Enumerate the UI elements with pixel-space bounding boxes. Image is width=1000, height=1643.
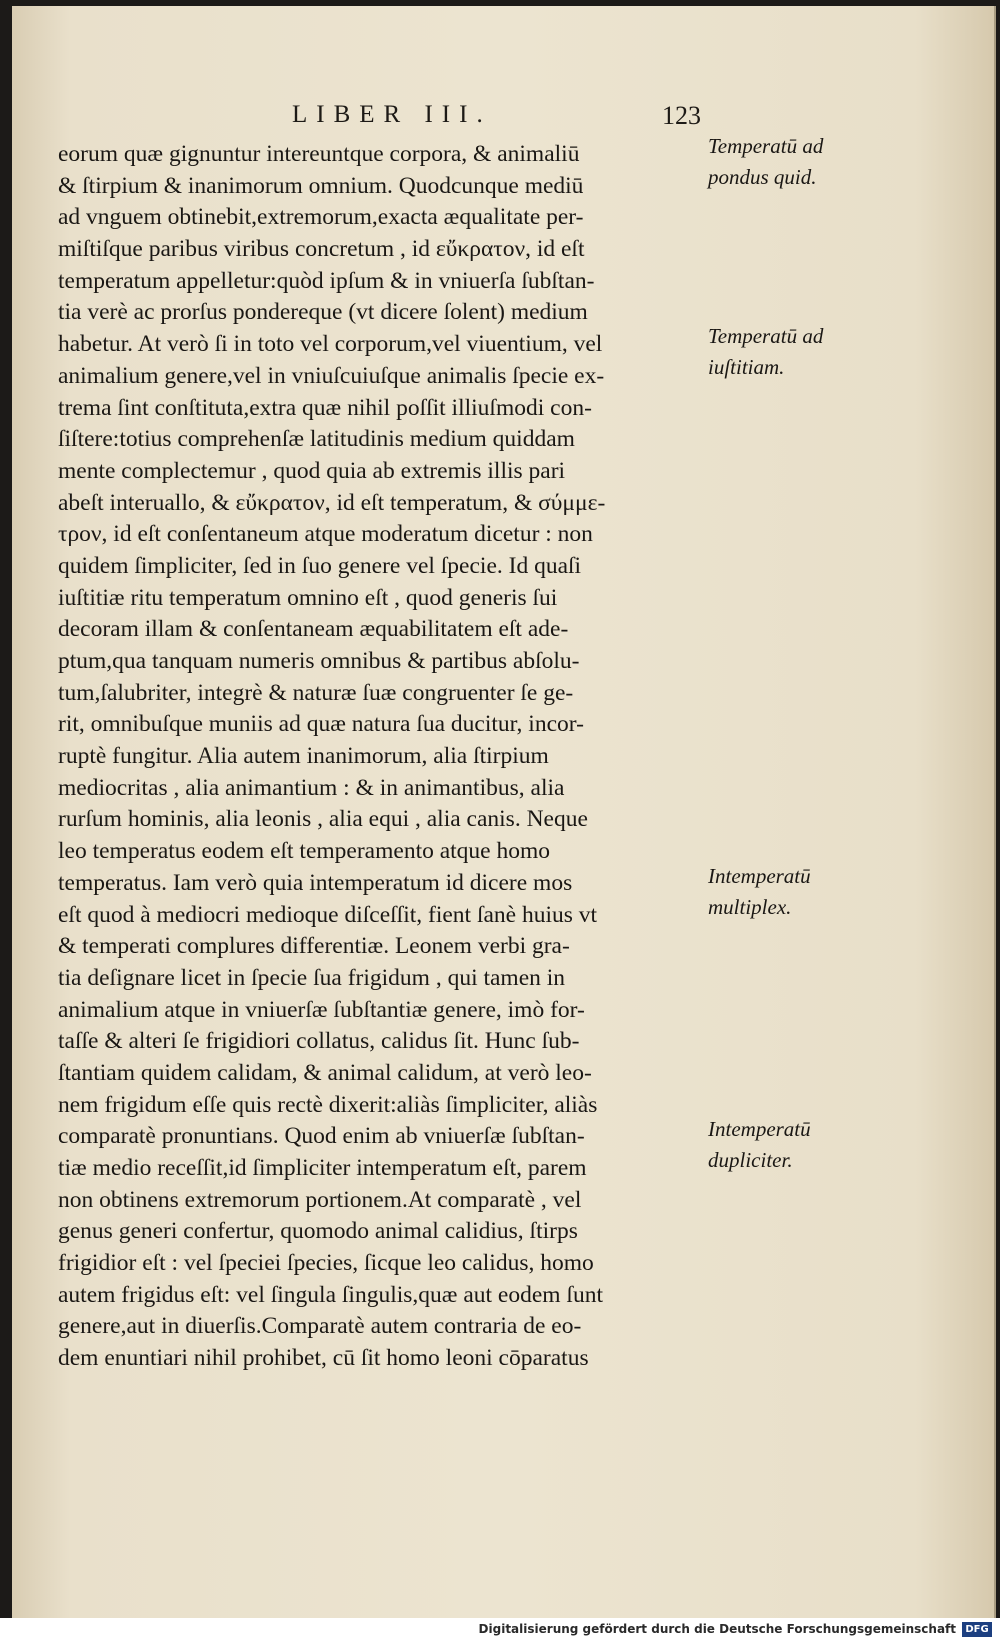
text-line: τρον, id eſt conſentaneum atque moderatum dicetur : non [58, 521, 593, 548]
text-line: taſſe & alteri ſe frigidiori collatus, calidus ſit. Hunc ſub- [58, 1028, 580, 1055]
funding-credit: Digitalisierung gefördert durch die Deutsche Forschungsgemeinschaft [478, 1622, 956, 1636]
text-line: habetur. At verò ſi in toto vel corporum,vel viuentium, vel [58, 331, 603, 358]
text-line: rurſum hominis, alia leonis , alia equi , alia canis. Neque [58, 806, 588, 833]
margin-note-line: Temperatū ad [708, 324, 824, 348]
text-line: eſt quod à mediocri medioque diſceſſit, fient ſanè huius vt [58, 901, 598, 928]
text-line: ſiſtere:totius comprehenſæ latitudinis medium quiddam [58, 426, 575, 453]
margin-note-line: Intemperatū [708, 1117, 811, 1141]
dfg-logo: DFG [962, 1622, 992, 1637]
text-line: non obtinens extremorum portionem.At comparatè , vel [58, 1186, 582, 1213]
text-line: ptum,qua tanquam numeris omnibus & partibus abſolu- [58, 648, 580, 674]
main-text-block [58, 139, 718, 1375]
page-number: 123 [662, 101, 701, 130]
margin-note-line: dupliciter. [708, 1148, 793, 1172]
text-line: quidem ſimpliciter, ſed in ſuo genere vel ſpecie. Id quaſi [58, 552, 582, 579]
text-line: dem enuntiari nihil prohibet, cū ſit homo leoni cōparatus [58, 1345, 589, 1372]
text-line: tum,ſalubriter, integrè & naturæ ſuæ congruenter ſe ge- [58, 679, 574, 706]
running-head: LIBER III. [292, 101, 492, 128]
page-header [12, 101, 994, 135]
text-line: frigidior eſt : vel ſpeciei ſpecies, ſicque leo calidus, homo [58, 1250, 594, 1277]
margin-note-temperatum-pondus [708, 131, 948, 193]
text-line: & ſtirpium & inanimorum omnium. Quodcunque mediū [58, 172, 584, 199]
text-line: comparatè pronuntians. Quod enim ab vniuerſæ ſubſtan- [58, 1123, 585, 1150]
text-line: eorum quæ gignuntur intereuntque corpora, & animaliū [58, 141, 580, 167]
book-page [12, 6, 996, 1618]
text-line: mediocritas , alia animantium : & in animantibus, alia [58, 774, 565, 801]
text-line: tia verè ac prorſus pondereque (vt dicere ſolent) medium [58, 299, 588, 326]
text-line: trema ſint conſtituta,extra quæ nihil poſſit illiuſmodi con- [58, 394, 592, 421]
text-line: abeſt interuallo, & εὔκρατον, id eſt temperatum, & σύμμε- [58, 489, 606, 516]
text-line: animalium atque in vniuerſæ ſubſtantiæ genere, imò for- [58, 996, 585, 1023]
text-line: tia deſignare licet in ſpecie ſua frigidum , qui tamen in [58, 964, 566, 991]
text-line: genere,aut in diuerſis.Comparatè autem contraria de eo- [58, 1313, 582, 1340]
text-line: leo temperatus eodem eſt temperamento atque homo [58, 838, 551, 865]
text-line: temperatum appelletur:quòd ipſum & in vniuerſa ſubſtan- [58, 267, 595, 294]
text-line: iuſtitiæ ritu temperatum omnino eſt , quod generis ſui [58, 584, 558, 611]
text-line: ad vnguem obtinebit,extremorum,exacta æqualitate per- [58, 204, 584, 231]
margin-note-intemperatum-dupliciter [708, 1114, 948, 1176]
digitization-footer [0, 1618, 1000, 1643]
text-line: autem frigidus eſt: vel ſingula ſingulis,quæ aut eodem ſunt [58, 1281, 603, 1308]
margin-note-line: multiplex. [708, 895, 792, 919]
margin-note-line: Intemperatū [708, 864, 811, 888]
text-line: ruptè fungitur. Alia autem inanimorum, alia ſtirpium [58, 743, 549, 770]
margin-note-intemperatum-multiplex [708, 861, 948, 923]
text-line: mente complectemur , quod quia ab extremis illis pari [58, 457, 566, 484]
text-line: animalium genere,vel in vniuſcuiuſque animalis ſpecie ex- [58, 362, 605, 389]
text-line: rit, omnibuſque muniis ad quæ natura ſua ducitur, incor- [58, 711, 584, 738]
text-line: temperatus. Iam verò quia intemperatum id dicere mos [58, 869, 573, 896]
text-line: genus generi confertur, quomodo animal calidius, ſtirps [58, 1218, 578, 1245]
text-line: & temperati complures differentiæ. Leonem verbi gra- [58, 933, 570, 960]
text-line: decoram illam & conſentaneam æquabilitatem eſt ade- [58, 616, 569, 643]
text-line: nem frigidum eſſe quis rectè dixerit:aliàs ſimpliciter, aliàs [58, 1091, 598, 1118]
margin-note-line: iuſtitiam. [708, 355, 785, 379]
margin-note-line: pondus quid. [708, 165, 817, 189]
margin-note-temperatum-iustitiam [708, 321, 948, 383]
text-line: ſtantiam quidem calidam, & animal calidum, at verò leo- [58, 1059, 592, 1086]
text-line: tiæ medio receſſit,id ſimpliciter intemperatum eſt, parem [58, 1155, 587, 1181]
margin-note-line: Temperatū ad [708, 134, 824, 158]
text-line: miſtiſque paribus viribus concretum , id εὔκρατον, id eſt [58, 236, 585, 263]
